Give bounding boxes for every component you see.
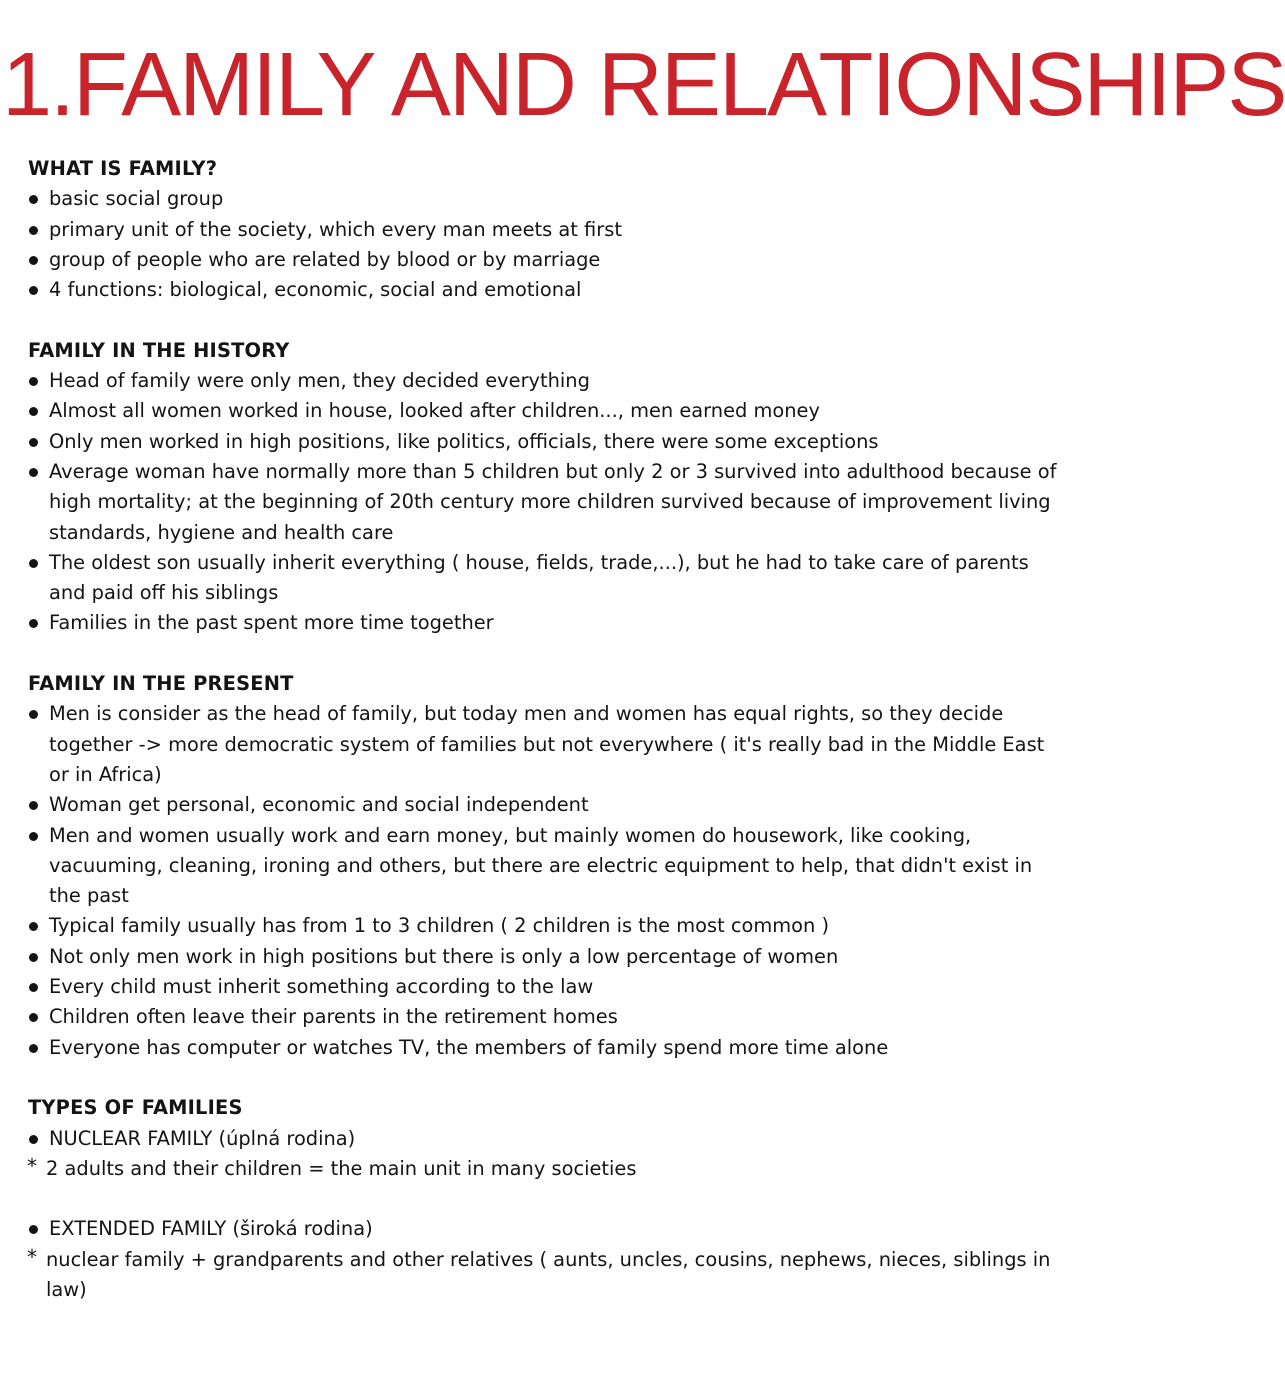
list-item: Families in the past spent more time together	[28, 608, 1058, 638]
extended-family-note	[28, 1245, 1058, 1306]
section-heading: TYPES OF FAMILIES	[28, 1096, 243, 1120]
asterisk-icon: *	[27, 1153, 37, 1178]
list-item: group of people who are related by blood or by marriage	[28, 245, 1058, 275]
bullet-list	[28, 184, 1058, 305]
list-item-nuclear-family: NUCLEAR FAMILY (úplná rodina)	[28, 1124, 1058, 1154]
bullet-list	[28, 699, 1058, 1063]
notes-content	[28, 154, 1058, 1305]
page-title: 1.FAMILY AND RELATIONSHIPS	[2, 35, 1285, 135]
list-item-extended-family: EXTENDED FAMILY (široká rodina)	[28, 1214, 1058, 1244]
section-family-in-present	[28, 669, 1058, 1063]
list-item: 4 functions: biological, economic, social and emotional	[28, 275, 1058, 305]
section-heading: FAMILY IN THE HISTORY	[28, 338, 290, 362]
list-item: Average woman have normally more than 5 children but only 2 or 3 survived into adulthood because of high mortality; at the beginning of 20th century more children survived because of improvement living standards, hygiene and health care	[28, 457, 1058, 548]
list-item: Woman get personal, economic and social independent	[28, 790, 1058, 820]
list-item: Typical family usually has from 1 to 3 children ( 2 children is the most common )	[28, 911, 1058, 941]
list-item: Every child must inherit something according to the law	[28, 972, 1058, 1002]
list-item: primary unit of the society, which every man meets at first	[28, 215, 1058, 245]
asterisk-icon: *	[27, 1244, 37, 1269]
list-item: Only men worked in high positions, like politics, officials, there were some exceptions	[28, 427, 1058, 457]
list-item: Everyone has computer or watches TV, the members of family spend more time alone	[28, 1033, 1058, 1063]
bullet-list	[28, 366, 1058, 639]
bullet-list	[28, 1214, 1058, 1244]
list-item: Men is consider as the head of family, but today men and women has equal rights, so they decide together -> more democratic system of families but not everywhere ( it's really bad in the Middle East or in Africa)	[28, 699, 1058, 790]
spacer	[28, 1184, 1058, 1214]
list-item: The oldest son usually inherit everything ( house, fields, trade,...), but he had to take care of parents and paid off his siblings	[28, 548, 1058, 609]
section-heading: FAMILY IN THE PRESENT	[28, 672, 294, 696]
section-types-of-families	[28, 1093, 1058, 1305]
section-family-in-history	[28, 336, 1058, 639]
note-text: 2 adults and their children = the main unit in many societies	[46, 1156, 637, 1180]
list-item: basic social group	[28, 184, 1058, 214]
note-text: nuclear family + grandparents and other relatives ( aunts, uncles, cousins, nephews, nieces, siblings in law)	[46, 1247, 1051, 1301]
list-item: Children often leave their parents in the retirement homes	[28, 1002, 1058, 1032]
list-item: Almost all women worked in house, looked after children..., men earned money	[28, 396, 1058, 426]
list-item: Head of family were only men, they decided everything	[28, 366, 1058, 396]
section-what-is-family	[28, 154, 1058, 305]
section-heading: WHAT IS FAMILY?	[28, 157, 218, 180]
nuclear-family-note	[28, 1154, 1058, 1184]
list-item: Men and women usually work and earn money, but mainly women do housework, like cooking, vacuuming, cleaning, ironing and others, but there are electric equipment to help, that didn't exist in the past	[28, 821, 1058, 912]
bullet-list	[28, 1124, 1058, 1154]
list-item: Not only men work in high positions but there is only a low percentage of women	[28, 942, 1058, 972]
